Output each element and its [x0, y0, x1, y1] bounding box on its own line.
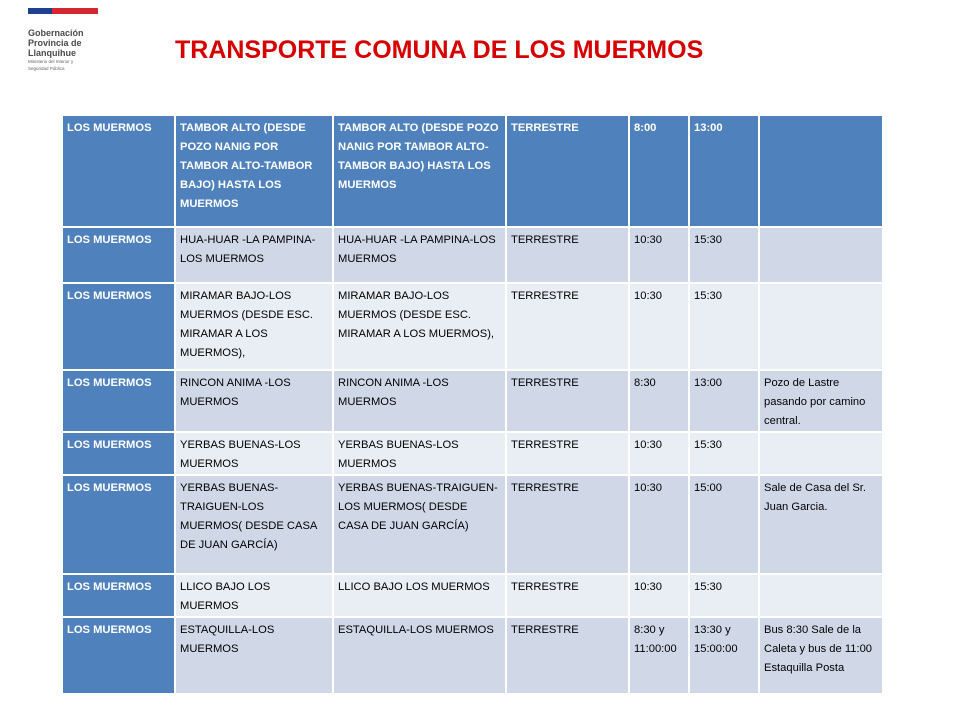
table-cell: 8:30: [629, 370, 689, 432]
table-cell: 15:30: [689, 283, 759, 370]
table-cell: HUA-HUAR -LA PAMPINA-LOS MUERMOS: [175, 227, 333, 283]
table-row: [62, 432, 883, 475]
table-cell: [759, 574, 883, 617]
table-cell: TERRESTRE: [506, 574, 629, 617]
table-cell: 10:30: [629, 283, 689, 370]
table-cell: [759, 432, 883, 475]
table-cell: 10:30: [629, 432, 689, 475]
table-cell: 10:30: [629, 574, 689, 617]
table-row: [62, 574, 883, 617]
table-cell: 15:30: [689, 574, 759, 617]
table-cell: TERRESTRE: [506, 617, 629, 694]
table-cell: 10:30: [629, 475, 689, 574]
page-title: TRANSPORTE COMUNA DE LOS MUERMOS: [175, 36, 704, 64]
table-cell: 13:00: [689, 370, 759, 432]
logo: [28, 8, 120, 71]
table-cell: LOS MUERMOS: [62, 227, 175, 283]
table-cell: TERRESTRE: [506, 370, 629, 432]
table-cell: 13:00: [689, 115, 759, 227]
table-cell: TERRESTRE: [506, 227, 629, 283]
table-cell: [759, 283, 883, 370]
table-cell: TERRESTRE: [506, 283, 629, 370]
table-cell: [759, 227, 883, 283]
table-cell: 15:30: [689, 432, 759, 475]
table-cell: YERBAS BUENAS-TRAIGUEN-LOS MUERMOS( DESDE CASA DE JUAN GARCÍA): [175, 475, 333, 574]
table-row: [62, 370, 883, 432]
table-cell: 10:30: [629, 227, 689, 283]
logo-line: Gobernación: [28, 28, 84, 38]
table-cell: LOS MUERMOS: [62, 370, 175, 432]
table-cell: YERBAS BUENAS-LOS MUERMOS: [333, 432, 506, 475]
table-cell: LLICO BAJO LOS MUERMOS: [333, 574, 506, 617]
table-row: [62, 617, 883, 694]
table-cell: LOS MUERMOS: [62, 574, 175, 617]
flag-stripe: [28, 8, 98, 14]
flag-blue: [28, 8, 52, 14]
table-cell: LOS MUERMOS: [62, 115, 175, 227]
table-cell: LOS MUERMOS: [62, 617, 175, 694]
table-cell: [759, 115, 883, 227]
table-cell: Pozo de Lastre pasando por camino central.: [759, 370, 883, 432]
table-cell: 13:30 y 15:00:00: [689, 617, 759, 694]
table-cell: MIRAMAR BAJO-LOS MUERMOS (DESDE ESC. MIRAMAR A LOS MUERMOS),: [175, 283, 333, 370]
table-cell: RINCON ANIMA -LOS MUERMOS: [333, 370, 506, 432]
table-cell: 15:30: [689, 227, 759, 283]
table-cell: LOS MUERMOS: [62, 432, 175, 475]
table-row: [62, 283, 883, 370]
table-cell: ESTAQUILLA-LOS MUERMOS: [175, 617, 333, 694]
table-cell: YERBAS BUENAS-LOS MUERMOS: [175, 432, 333, 475]
table-cell: ESTAQUILLA-LOS MUERMOS: [333, 617, 506, 694]
table-cell: LOS MUERMOS: [62, 475, 175, 574]
table-cell: TAMBOR ALTO (DESDE POZO NANIG POR TAMBOR ALTO-TAMBOR BAJO) HASTA LOS MUERMOS: [333, 115, 506, 227]
table-cell: 8:00: [629, 115, 689, 227]
table-row: [62, 115, 883, 227]
table-cell: LOS MUERMOS: [62, 283, 175, 370]
flag-red: [52, 8, 98, 14]
table-cell: MIRAMAR BAJO-LOS MUERMOS (DESDE ESC. MIRAMAR A LOS MUERMOS),: [333, 283, 506, 370]
logo-line: Provincia de: [28, 38, 82, 48]
table-cell: LLICO BAJO LOS MUERMOS: [175, 574, 333, 617]
table-cell: TERRESTRE: [506, 432, 629, 475]
transport-table: [61, 114, 884, 695]
table-cell: 15:00: [689, 475, 759, 574]
table-cell: YERBAS BUENAS-TRAIGUEN-LOS MUERMOS( DESDE CASA DE JUAN GARCÍA): [333, 475, 506, 574]
table-row: [62, 227, 883, 283]
table-cell: Sale de Casa del Sr. Juan Garcia.: [759, 475, 883, 574]
table-cell: RINCON ANIMA -LOS MUERMOS: [175, 370, 333, 432]
table-cell: TERRESTRE: [506, 115, 629, 227]
table-cell: 8:30 y 11:00:00: [629, 617, 689, 694]
table-cell: TERRESTRE: [506, 475, 629, 574]
logo-subline: Seguridad Pública: [28, 65, 65, 71]
table-cell: Bus 8:30 Sale de la Caleta y bus de 11:00 Estaquilla Posta: [759, 617, 883, 694]
logo-subline: Ministerio del Interior y: [28, 59, 74, 64]
table-cell: HUA-HUAR -LA PAMPINA-LOS MUERMOS: [333, 227, 506, 283]
table-row: [62, 475, 883, 574]
logo-line: Llanquihue: [28, 48, 76, 58]
table-cell: TAMBOR ALTO (DESDE POZO NANIG POR TAMBOR ALTO-TAMBOR BAJO) HASTA LOS MUERMOS: [175, 115, 333, 227]
